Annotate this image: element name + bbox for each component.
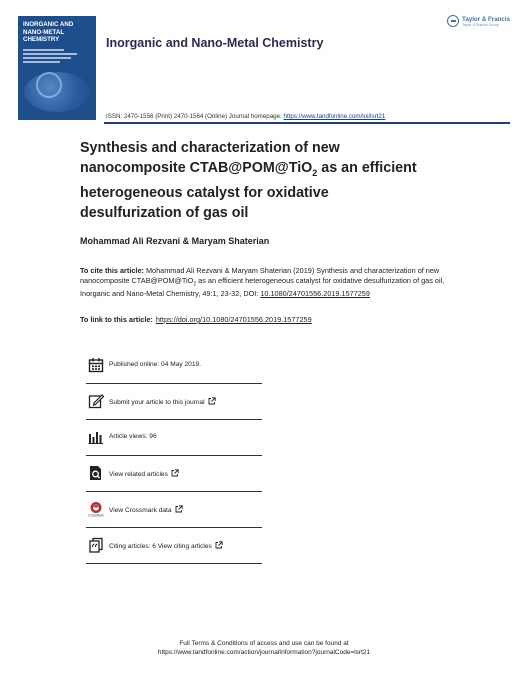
bar-chart-icon	[88, 429, 104, 445]
article-info-list	[86, 348, 262, 564]
journal-cover-image	[18, 16, 96, 120]
article-doi-link[interactable]: https://doi.org/10.1080/24701556.2019.1577259	[155, 315, 312, 324]
external-link-icon	[215, 541, 223, 549]
submit-article-row[interactable]	[86, 384, 262, 420]
external-link-icon	[175, 505, 183, 513]
article-views-row	[86, 420, 262, 456]
article-authors[interactable]: Mohammad Ali Rezvani & Maryam Shaterian	[80, 236, 270, 246]
issn-line	[106, 113, 385, 120]
cite-doi-link[interactable]: 10.1080/24701556.2019.1577259	[260, 289, 370, 299]
crossmark-icon	[88, 501, 104, 517]
journal-homepage-link[interactable]: https://www.tandfonline.com/loi/lsrt21	[283, 113, 386, 120]
submit-article-link[interactable]: Submit your article to this journal	[109, 397, 216, 406]
page-footer	[0, 639, 528, 657]
crossmark-row[interactable]	[86, 492, 262, 528]
issn-text: ISSN: 2470-1556 (Print) 2470-1564 (Online) Journal homepage:	[106, 113, 282, 120]
document-search-icon	[88, 465, 104, 481]
article-title: Synthesis and characterization of new nanocomposite CTAB@POM@TiO$_2$ as an efficient heterogeneous catalyst for oxidative desulfurization of gas oil	[80, 140, 417, 221]
citation-block: To cite this article: Mohammad Ali Rezvani & Maryam Shaterian (2019) Synthesis and characterization of new nanocomposite CTAB@POM@TiO$_2$ as an efficient heterogeneous catalyst for oxidative desulfurization of gas oil, Inorganic and Nano-Metal Chemistry, 49:1, 23-32, DOI: 10.1080/24701556.2019.1577259	[80, 266, 445, 299]
publisher-name: Taylor & Francis	[462, 15, 511, 23]
crossmark-icon-label: CrossMark	[88, 513, 104, 517]
citing-articles-row[interactable]	[86, 528, 262, 564]
publisher-logo[interactable]	[447, 15, 510, 27]
cover-title: INORGANIC AND NANO-METAL CHEMISTRY	[23, 21, 74, 43]
citations-icon	[88, 537, 104, 553]
journal-name[interactable]: Inorganic and Nano-Metal Chemistry	[106, 36, 324, 50]
article-views-count: Article views: 96	[109, 433, 157, 440]
cite-label: To cite this article:	[80, 266, 144, 275]
external-link-icon	[208, 397, 216, 405]
cover-text-lines	[23, 49, 91, 63]
link-label: To link to this article:	[80, 315, 153, 324]
publisher-tagline: Taylor & Francis Group	[462, 22, 499, 27]
footer-terms-text: Full Terms & Conditions of access and use can be found at	[179, 640, 349, 647]
citing-articles-link[interactable]: Citing articles: 6 View citing articles	[109, 541, 223, 550]
external-link-icon	[171, 469, 179, 477]
footer-terms-link[interactable]: https://www.tandfonline.com/action/journalInformation?journalCode=lsrt21	[157, 649, 371, 656]
publisher-logo-icon	[447, 15, 459, 27]
published-date: Published online: 04 May 2019.	[109, 361, 202, 368]
related-articles-link[interactable]: View related articles	[109, 469, 179, 478]
header-divider	[104, 122, 510, 124]
published-row	[86, 348, 262, 384]
article-link-line	[80, 315, 312, 324]
edit-icon	[88, 393, 104, 409]
cover-artwork-ring	[36, 72, 62, 98]
crossmark-link[interactable]: View Crossmark data	[109, 505, 183, 514]
related-articles-row[interactable]	[86, 456, 262, 492]
calendar-icon	[88, 357, 104, 373]
